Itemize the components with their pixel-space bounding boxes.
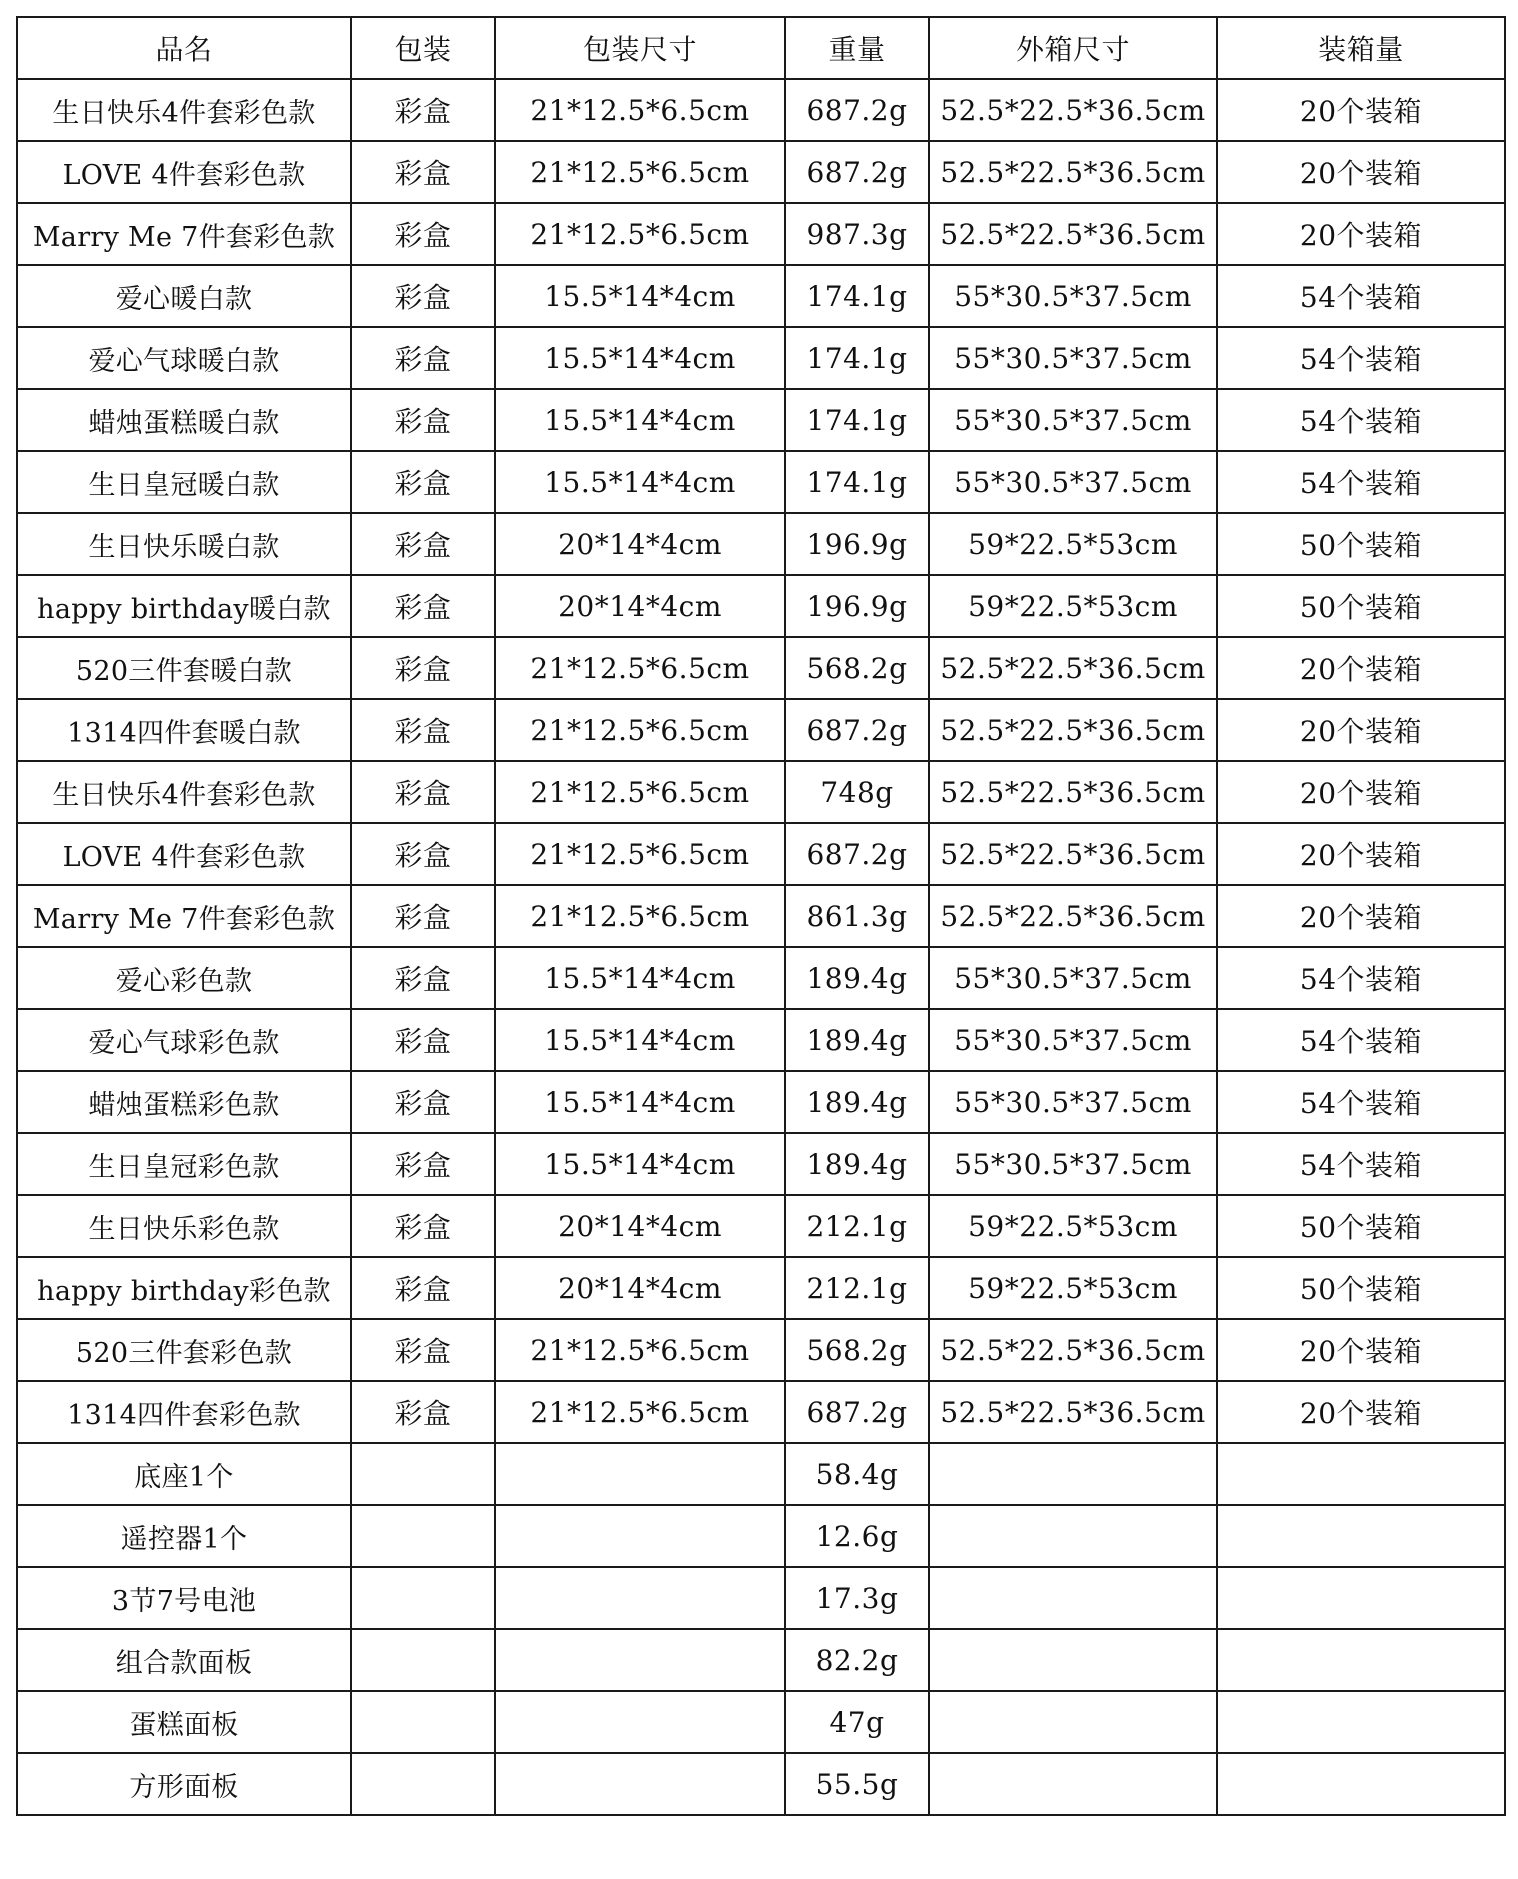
package-size-cell: 21*12.5*6.5cm bbox=[495, 141, 785, 203]
packaging-cell: 彩盒 bbox=[351, 1381, 495, 1443]
package-size-cell: 15.5*14*4cm bbox=[495, 451, 785, 513]
carton-quantity-cell: 54个装箱 bbox=[1217, 1071, 1505, 1133]
header-weight: 重量 bbox=[785, 17, 929, 79]
product-spec-table bbox=[16, 16, 1506, 1816]
table-row bbox=[17, 1505, 1505, 1567]
packaging-cell: 彩盒 bbox=[351, 1133, 495, 1195]
weight-cell: 987.3g bbox=[785, 203, 929, 265]
table-row bbox=[17, 1443, 1505, 1505]
package-size-cell bbox=[495, 1567, 785, 1629]
package-size-cell: 21*12.5*6.5cm bbox=[495, 1381, 785, 1443]
table-row bbox=[17, 265, 1505, 327]
table-row bbox=[17, 1319, 1505, 1381]
product-name-cell: happy birthday暖白款 bbox=[17, 575, 351, 637]
carton-size-cell: 52.5*22.5*36.5cm bbox=[929, 141, 1217, 203]
product-name-cell: 1314四件套彩色款 bbox=[17, 1381, 351, 1443]
product-name-cell: Marry Me 7件套彩色款 bbox=[17, 203, 351, 265]
weight-cell: 212.1g bbox=[785, 1195, 929, 1257]
packaging-cell: 彩盒 bbox=[351, 451, 495, 513]
carton-quantity-cell: 20个装箱 bbox=[1217, 761, 1505, 823]
packaging-cell: 彩盒 bbox=[351, 265, 495, 327]
product-name-cell: 蛋糕面板 bbox=[17, 1691, 351, 1753]
product-name-cell: Marry Me 7件套彩色款 bbox=[17, 885, 351, 947]
table-row bbox=[17, 1567, 1505, 1629]
carton-quantity-cell bbox=[1217, 1505, 1505, 1567]
carton-size-cell bbox=[929, 1443, 1217, 1505]
weight-cell: 47g bbox=[785, 1691, 929, 1753]
weight-cell: 212.1g bbox=[785, 1257, 929, 1319]
package-size-cell bbox=[495, 1753, 785, 1815]
package-size-cell: 15.5*14*4cm bbox=[495, 265, 785, 327]
packaging-cell: 彩盒 bbox=[351, 1195, 495, 1257]
table-row bbox=[17, 637, 1505, 699]
table-row bbox=[17, 79, 1505, 141]
packaging-cell bbox=[351, 1691, 495, 1753]
table-row bbox=[17, 1257, 1505, 1319]
carton-size-cell: 55*30.5*37.5cm bbox=[929, 265, 1217, 327]
packaging-cell: 彩盒 bbox=[351, 761, 495, 823]
carton-size-cell bbox=[929, 1567, 1217, 1629]
packaging-cell: 彩盒 bbox=[351, 575, 495, 637]
weight-cell: 174.1g bbox=[785, 327, 929, 389]
header-package-size: 包装尺寸 bbox=[495, 17, 785, 79]
carton-quantity-cell bbox=[1217, 1691, 1505, 1753]
packaging-cell bbox=[351, 1753, 495, 1815]
carton-quantity-cell: 20个装箱 bbox=[1217, 141, 1505, 203]
carton-quantity-cell: 50个装箱 bbox=[1217, 1257, 1505, 1319]
weight-cell: 568.2g bbox=[785, 1319, 929, 1381]
package-size-cell: 15.5*14*4cm bbox=[495, 327, 785, 389]
carton-quantity-cell bbox=[1217, 1629, 1505, 1691]
packaging-cell: 彩盒 bbox=[351, 637, 495, 699]
product-name-cell: 爱心气球彩色款 bbox=[17, 1009, 351, 1071]
carton-quantity-cell bbox=[1217, 1443, 1505, 1505]
carton-size-cell: 59*22.5*53cm bbox=[929, 1195, 1217, 1257]
carton-quantity-cell: 20个装箱 bbox=[1217, 823, 1505, 885]
table-row bbox=[17, 1195, 1505, 1257]
table-row bbox=[17, 761, 1505, 823]
table-row bbox=[17, 1753, 1505, 1815]
carton-quantity-cell: 54个装箱 bbox=[1217, 265, 1505, 327]
table-row bbox=[17, 699, 1505, 761]
packaging-cell: 彩盒 bbox=[351, 203, 495, 265]
carton-quantity-cell: 50个装箱 bbox=[1217, 575, 1505, 637]
carton-size-cell: 52.5*22.5*36.5cm bbox=[929, 885, 1217, 947]
package-size-cell bbox=[495, 1443, 785, 1505]
packaging-cell bbox=[351, 1567, 495, 1629]
weight-cell: 82.2g bbox=[785, 1629, 929, 1691]
weight-cell: 687.2g bbox=[785, 141, 929, 203]
carton-quantity-cell: 54个装箱 bbox=[1217, 389, 1505, 451]
carton-size-cell: 59*22.5*53cm bbox=[929, 575, 1217, 637]
product-name-cell: happy birthday彩色款 bbox=[17, 1257, 351, 1319]
carton-size-cell: 55*30.5*37.5cm bbox=[929, 451, 1217, 513]
carton-size-cell: 52.5*22.5*36.5cm bbox=[929, 79, 1217, 141]
carton-quantity-cell: 20个装箱 bbox=[1217, 79, 1505, 141]
package-size-cell: 21*12.5*6.5cm bbox=[495, 761, 785, 823]
carton-size-cell: 55*30.5*37.5cm bbox=[929, 947, 1217, 1009]
table-row bbox=[17, 885, 1505, 947]
header-carton-quantity: 装箱量 bbox=[1217, 17, 1505, 79]
packaging-cell bbox=[351, 1629, 495, 1691]
product-name-cell: 爱心彩色款 bbox=[17, 947, 351, 1009]
table-row bbox=[17, 947, 1505, 1009]
product-name-cell: 遥控器1个 bbox=[17, 1505, 351, 1567]
product-name-cell: LOVE 4件套彩色款 bbox=[17, 823, 351, 885]
product-name-cell: 520三件套暖白款 bbox=[17, 637, 351, 699]
table-row bbox=[17, 1009, 1505, 1071]
package-size-cell bbox=[495, 1629, 785, 1691]
carton-quantity-cell: 54个装箱 bbox=[1217, 947, 1505, 1009]
carton-quantity-cell: 50个装箱 bbox=[1217, 513, 1505, 575]
carton-size-cell bbox=[929, 1691, 1217, 1753]
product-name-cell: 爱心气球暖白款 bbox=[17, 327, 351, 389]
carton-quantity-cell: 50个装箱 bbox=[1217, 1195, 1505, 1257]
weight-cell: 196.9g bbox=[785, 513, 929, 575]
packaging-cell: 彩盒 bbox=[351, 885, 495, 947]
product-name-cell: 方形面板 bbox=[17, 1753, 351, 1815]
product-name-cell: 3节7号电池 bbox=[17, 1567, 351, 1629]
table-row bbox=[17, 327, 1505, 389]
product-name-cell: 生日快乐彩色款 bbox=[17, 1195, 351, 1257]
packaging-cell: 彩盒 bbox=[351, 947, 495, 1009]
packaging-cell bbox=[351, 1505, 495, 1567]
weight-cell: 189.4g bbox=[785, 1133, 929, 1195]
carton-quantity-cell: 54个装箱 bbox=[1217, 451, 1505, 513]
carton-size-cell: 59*22.5*53cm bbox=[929, 513, 1217, 575]
weight-cell: 687.2g bbox=[785, 79, 929, 141]
product-name-cell: 底座1个 bbox=[17, 1443, 351, 1505]
table-row bbox=[17, 141, 1505, 203]
header-product-name: 品名 bbox=[17, 17, 351, 79]
carton-size-cell: 55*30.5*37.5cm bbox=[929, 1009, 1217, 1071]
carton-quantity-cell: 20个装箱 bbox=[1217, 637, 1505, 699]
table-row bbox=[17, 1691, 1505, 1753]
product-name-cell: 520三件套彩色款 bbox=[17, 1319, 351, 1381]
carton-size-cell: 55*30.5*37.5cm bbox=[929, 1133, 1217, 1195]
weight-cell: 12.6g bbox=[785, 1505, 929, 1567]
carton-size-cell: 55*30.5*37.5cm bbox=[929, 1071, 1217, 1133]
packaging-cell: 彩盒 bbox=[351, 327, 495, 389]
packaging-cell: 彩盒 bbox=[351, 79, 495, 141]
carton-size-cell: 59*22.5*53cm bbox=[929, 1257, 1217, 1319]
carton-quantity-cell bbox=[1217, 1753, 1505, 1815]
package-size-cell: 20*14*4cm bbox=[495, 1257, 785, 1319]
table-row bbox=[17, 823, 1505, 885]
weight-cell: 174.1g bbox=[785, 389, 929, 451]
packaging-cell: 彩盒 bbox=[351, 1071, 495, 1133]
table-row bbox=[17, 1133, 1505, 1195]
header-packaging: 包装 bbox=[351, 17, 495, 79]
package-size-cell: 21*12.5*6.5cm bbox=[495, 699, 785, 761]
product-name-cell: LOVE 4件套彩色款 bbox=[17, 141, 351, 203]
package-size-cell bbox=[495, 1691, 785, 1753]
package-size-cell: 21*12.5*6.5cm bbox=[495, 885, 785, 947]
packaging-cell bbox=[351, 1443, 495, 1505]
weight-cell: 196.9g bbox=[785, 575, 929, 637]
carton-size-cell: 55*30.5*37.5cm bbox=[929, 389, 1217, 451]
package-size-cell: 15.5*14*4cm bbox=[495, 389, 785, 451]
product-name-cell: 生日快乐4件套彩色款 bbox=[17, 79, 351, 141]
carton-size-cell: 52.5*22.5*36.5cm bbox=[929, 699, 1217, 761]
package-size-cell: 15.5*14*4cm bbox=[495, 1009, 785, 1071]
carton-quantity-cell: 54个装箱 bbox=[1217, 1133, 1505, 1195]
weight-cell: 174.1g bbox=[785, 265, 929, 327]
carton-quantity-cell: 20个装箱 bbox=[1217, 885, 1505, 947]
carton-size-cell: 52.5*22.5*36.5cm bbox=[929, 761, 1217, 823]
weight-cell: 861.3g bbox=[785, 885, 929, 947]
package-size-cell: 15.5*14*4cm bbox=[495, 1071, 785, 1133]
carton-size-cell: 52.5*22.5*36.5cm bbox=[929, 1319, 1217, 1381]
product-name-cell: 蜡烛蛋糕彩色款 bbox=[17, 1071, 351, 1133]
carton-quantity-cell: 20个装箱 bbox=[1217, 699, 1505, 761]
weight-cell: 748g bbox=[785, 761, 929, 823]
product-name-cell: 生日快乐4件套彩色款 bbox=[17, 761, 351, 823]
table-body bbox=[17, 79, 1505, 1815]
package-size-cell: 15.5*14*4cm bbox=[495, 947, 785, 1009]
table-row bbox=[17, 1381, 1505, 1443]
package-size-cell: 20*14*4cm bbox=[495, 575, 785, 637]
table-row bbox=[17, 1629, 1505, 1691]
carton-size-cell bbox=[929, 1629, 1217, 1691]
package-size-cell: 21*12.5*6.5cm bbox=[495, 823, 785, 885]
weight-cell: 17.3g bbox=[785, 1567, 929, 1629]
carton-size-cell: 52.5*22.5*36.5cm bbox=[929, 203, 1217, 265]
table-row bbox=[17, 451, 1505, 513]
product-name-cell: 生日皇冠彩色款 bbox=[17, 1133, 351, 1195]
table-row bbox=[17, 513, 1505, 575]
product-name-cell: 1314四件套暖白款 bbox=[17, 699, 351, 761]
weight-cell: 55.5g bbox=[785, 1753, 929, 1815]
carton-quantity-cell: 54个装箱 bbox=[1217, 327, 1505, 389]
weight-cell: 189.4g bbox=[785, 1009, 929, 1071]
weight-cell: 189.4g bbox=[785, 1071, 929, 1133]
carton-size-cell bbox=[929, 1505, 1217, 1567]
table-row bbox=[17, 1071, 1505, 1133]
carton-quantity-cell bbox=[1217, 1567, 1505, 1629]
table-row bbox=[17, 575, 1505, 637]
packaging-cell: 彩盒 bbox=[351, 141, 495, 203]
packaging-cell: 彩盒 bbox=[351, 389, 495, 451]
packaging-cell: 彩盒 bbox=[351, 1009, 495, 1071]
carton-size-cell bbox=[929, 1753, 1217, 1815]
product-name-cell: 生日快乐暖白款 bbox=[17, 513, 351, 575]
weight-cell: 687.2g bbox=[785, 699, 929, 761]
carton-quantity-cell: 54个装箱 bbox=[1217, 1009, 1505, 1071]
carton-size-cell: 55*30.5*37.5cm bbox=[929, 327, 1217, 389]
packaging-cell: 彩盒 bbox=[351, 699, 495, 761]
product-name-cell: 组合款面板 bbox=[17, 1629, 351, 1691]
package-size-cell: 21*12.5*6.5cm bbox=[495, 1319, 785, 1381]
weight-cell: 687.2g bbox=[785, 1381, 929, 1443]
table-row bbox=[17, 203, 1505, 265]
weight-cell: 687.2g bbox=[785, 823, 929, 885]
table-row bbox=[17, 389, 1505, 451]
package-size-cell bbox=[495, 1505, 785, 1567]
carton-quantity-cell: 20个装箱 bbox=[1217, 1381, 1505, 1443]
package-size-cell: 20*14*4cm bbox=[495, 513, 785, 575]
weight-cell: 174.1g bbox=[785, 451, 929, 513]
carton-size-cell: 52.5*22.5*36.5cm bbox=[929, 637, 1217, 699]
packaging-cell: 彩盒 bbox=[351, 1257, 495, 1319]
carton-quantity-cell: 20个装箱 bbox=[1217, 203, 1505, 265]
product-name-cell: 生日皇冠暖白款 bbox=[17, 451, 351, 513]
packaging-cell: 彩盒 bbox=[351, 513, 495, 575]
package-size-cell: 15.5*14*4cm bbox=[495, 1133, 785, 1195]
package-size-cell: 20*14*4cm bbox=[495, 1195, 785, 1257]
carton-quantity-cell: 20个装箱 bbox=[1217, 1319, 1505, 1381]
product-name-cell: 爱心暖白款 bbox=[17, 265, 351, 327]
header-carton-size: 外箱尺寸 bbox=[929, 17, 1217, 79]
carton-size-cell: 52.5*22.5*36.5cm bbox=[929, 823, 1217, 885]
weight-cell: 58.4g bbox=[785, 1443, 929, 1505]
packaging-cell: 彩盒 bbox=[351, 823, 495, 885]
table-header-row bbox=[17, 17, 1505, 79]
packaging-cell: 彩盒 bbox=[351, 1319, 495, 1381]
weight-cell: 568.2g bbox=[785, 637, 929, 699]
package-size-cell: 21*12.5*6.5cm bbox=[495, 79, 785, 141]
product-name-cell: 蜡烛蛋糕暖白款 bbox=[17, 389, 351, 451]
package-size-cell: 21*12.5*6.5cm bbox=[495, 637, 785, 699]
carton-size-cell: 52.5*22.5*36.5cm bbox=[929, 1381, 1217, 1443]
weight-cell: 189.4g bbox=[785, 947, 929, 1009]
package-size-cell: 21*12.5*6.5cm bbox=[495, 203, 785, 265]
